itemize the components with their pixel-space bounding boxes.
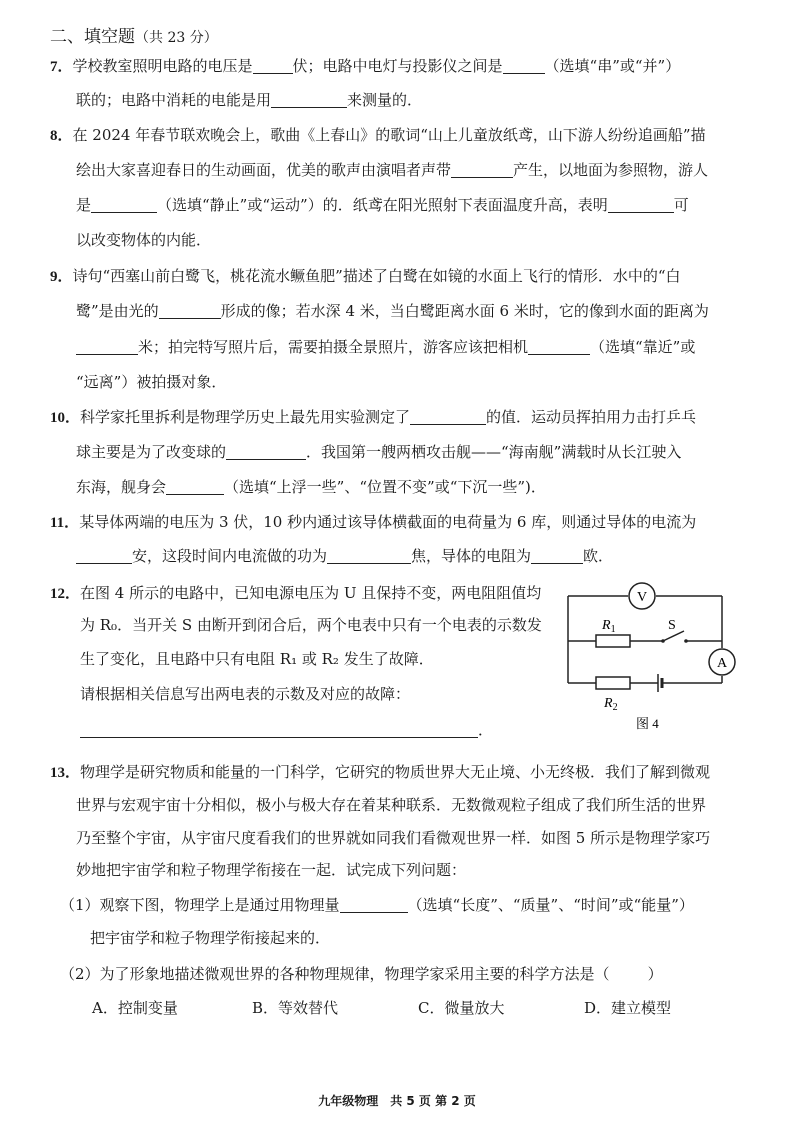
q8-line-1 bbox=[50, 125, 706, 146]
q9-blank-1[interactable] bbox=[159, 302, 221, 319]
q10-text-3b: （选填“上浮一些”、“位置不变”或“下沉一些”)． bbox=[224, 478, 546, 496]
q12-line-3 bbox=[80, 649, 434, 669]
section-points: （共 23 分） bbox=[135, 30, 218, 46]
q12-answer-blank[interactable] bbox=[80, 721, 478, 738]
q13-text-2: 世界与宏观宇宙十分相似，极小与极大存在着某种联系．无数微观粒子组成了我们所生活的世界 bbox=[76, 796, 707, 814]
q12-text-5: ． bbox=[478, 721, 494, 739]
q8-blank-3[interactable] bbox=[608, 196, 674, 213]
q7-text-2b: 来测量的． bbox=[347, 91, 423, 109]
q10-text-2b: ．我国第一艘两栖攻击舰——“海南舰”满载时从长江驶入 bbox=[306, 443, 682, 461]
q10-number: 10． bbox=[50, 410, 81, 426]
q13-part1-text-c: 把宇宙学和粒子物理学衔接起来的． bbox=[90, 929, 331, 947]
q9-number: 9． bbox=[50, 269, 73, 285]
q9-text-2b: 形成的像；若水深 4 米，当白鹭距离水面 6 米时，它的像到水面的距离为 bbox=[220, 302, 709, 320]
q12-text-4: 请根据相关信息写出两电表的示数及对应的故障： bbox=[80, 685, 411, 703]
r1-label: $R_1$ bbox=[602, 618, 616, 635]
q12-line-2 bbox=[80, 615, 542, 635]
ammeter-label: A bbox=[716, 656, 728, 671]
option-b[interactable]: B．等效替代 bbox=[252, 999, 339, 1017]
q7-blank-3[interactable] bbox=[271, 91, 347, 108]
q11-text-2c: 欧． bbox=[583, 547, 614, 565]
q13-line-2 bbox=[76, 795, 706, 815]
q8-line-2 bbox=[76, 160, 708, 180]
q13-number: 13． bbox=[50, 765, 81, 781]
q13-part1-line-2 bbox=[90, 928, 330, 948]
q9-text-4: “远离”）被拍摄对象． bbox=[76, 373, 227, 391]
q13-line-1 bbox=[50, 762, 710, 783]
q12-number: 12． bbox=[50, 586, 81, 602]
q7-line-2 bbox=[76, 90, 422, 110]
option-c[interactable]: C．微量放大 bbox=[418, 999, 505, 1017]
q9-line-4 bbox=[76, 372, 226, 392]
q10-text-1b: 的值．运动员挥拍用力击打乒乓 bbox=[486, 408, 697, 426]
q13-part2-text-b: ） bbox=[647, 965, 663, 983]
switch-contact-left bbox=[661, 639, 665, 643]
option-a[interactable]: A．控制变量 bbox=[92, 999, 178, 1017]
q9-blank-3[interactable] bbox=[528, 338, 590, 355]
q8-number: 8． bbox=[50, 128, 73, 144]
q13-line-4 bbox=[76, 860, 466, 880]
switch-contact-right bbox=[684, 639, 688, 643]
q13-part1-text-b: （选填“长度”、“质量”、“时间”或“能量”） bbox=[407, 896, 694, 914]
q8-text-3c: 可 bbox=[673, 196, 689, 214]
q13-part1-blank[interactable] bbox=[340, 896, 408, 913]
q13-line-3 bbox=[76, 828, 710, 848]
q8-blank-1[interactable] bbox=[451, 161, 513, 178]
q8-line-4 bbox=[76, 230, 211, 250]
q9-text-1: 诗句“西塞山前白鹭飞，桃花流水鳜鱼肥”描述了白鹭在如镜的水面上飞行的情形．水中的“白 bbox=[72, 267, 681, 285]
q11-text-2a: 安，这段时间内电流做的功为 bbox=[132, 547, 328, 565]
section-title: 二、填空题 bbox=[50, 27, 135, 47]
q10-text-2a: 球主要是为了改变球的 bbox=[76, 443, 227, 461]
q10-line-2 bbox=[76, 442, 681, 462]
q8-text-3b: （选填“静止”或“运动”）的．纸鸢在阳光照射下表面温度升高，表明 bbox=[157, 196, 608, 214]
q9-blank-2[interactable] bbox=[76, 338, 138, 355]
q8-text-4: 以改变物体的内能． bbox=[76, 231, 212, 249]
q12-line-4 bbox=[80, 684, 410, 704]
q11-text-2b: 焦，导体的电阻为 bbox=[411, 547, 532, 565]
q10-blank-1[interactable] bbox=[410, 408, 486, 425]
q12-text-1: 在图 4 所示的电路中，已知电源电压为 U 且保持不变，两电阻阻值均 bbox=[80, 584, 542, 602]
q9-text-3b: （选填“靠近”或 bbox=[590, 338, 696, 356]
q9-text-3a: 米；拍完特写照片后，需要拍摄全景照片，游客应该把相机 bbox=[138, 338, 529, 356]
switch-label: S bbox=[668, 618, 676, 633]
circuit-diagram-figure-4 bbox=[560, 580, 740, 735]
q8-blank-2[interactable] bbox=[91, 196, 157, 213]
voltmeter-label: V bbox=[636, 590, 648, 605]
q13-text-4: 妙地把宇宙学和粒子物理学衔接在一起．试完成下列问题： bbox=[76, 861, 467, 879]
q7-blank-1[interactable] bbox=[253, 57, 293, 74]
q10-blank-2[interactable] bbox=[226, 443, 306, 460]
page-footer: 九年级物理 共 5 页 第 2 页 bbox=[318, 1094, 476, 1108]
q11-blank-3[interactable] bbox=[531, 547, 583, 564]
q11-number: 11． bbox=[50, 515, 80, 531]
q11-line-2 bbox=[76, 546, 613, 566]
q9-line-3 bbox=[76, 337, 695, 357]
q10-text-3a: 东海，舰身会 bbox=[76, 478, 167, 496]
q11-blank-1[interactable] bbox=[76, 547, 132, 564]
q7-line-1 bbox=[50, 56, 680, 77]
q8-text-2b: 产生，以地面为参照物，游人 bbox=[513, 161, 709, 179]
q13-text-1: 物理学是研究物质和能量的一门科学，它研究的物质世界大无止境、小无终极．我们了解到微观 bbox=[80, 763, 711, 781]
q10-text-1a: 科学家托里拆利是物理学历史上最先用实验测定了 bbox=[80, 408, 411, 426]
q13-part2-text-a: （2）为了形象地描述微观世界的各种物理规律，物理学家采用主要的科学方法是（ bbox=[60, 965, 610, 983]
q9-line-1 bbox=[50, 266, 681, 287]
figure-4-caption: 图 4 bbox=[636, 716, 659, 731]
q13-part1-text-a: （1）观察下图，物理学上是通过用物理量 bbox=[60, 896, 340, 914]
q7-text-1b: 伏；电路中电灯与投影仪之间是 bbox=[292, 57, 503, 75]
q10-line-1 bbox=[50, 407, 696, 428]
q7-number: 7． bbox=[50, 59, 73, 75]
option-d[interactable]: D．建立模型 bbox=[584, 999, 672, 1017]
q10-line-3 bbox=[76, 477, 546, 497]
q10-blank-3[interactable] bbox=[166, 478, 224, 495]
q7-text-1a: 学校教室照明电路的电压是 bbox=[72, 57, 253, 75]
r2-label: $R_2$ bbox=[604, 696, 618, 713]
q9-line-2 bbox=[76, 301, 709, 321]
q8-text-1: 在 2024 年春节联欢晚会上，歌曲《上春山》的歌词“山上儿童放纸鸢，山下游人纷纷追画船”描 bbox=[72, 126, 706, 144]
q8-text-2a: 绘出大家喜迎春日的生动画面，优美的歌声由演唱者声带 bbox=[76, 161, 452, 179]
q13-part2-line bbox=[60, 964, 663, 984]
q7-text-1c: （选填“串”或“并”） bbox=[544, 57, 681, 75]
q9-text-2a: 鹭”是由光的 bbox=[76, 302, 159, 320]
q11-line-1 bbox=[50, 512, 696, 533]
q7-text-2a: 联的；电路中消耗的电能是用 bbox=[76, 91, 272, 109]
q12-line-5 bbox=[80, 720, 493, 740]
q11-blank-2[interactable] bbox=[327, 547, 411, 564]
q13-part1-line-1 bbox=[60, 895, 694, 915]
q12-text-2: 为 R₀．当开关 S 由断开到闭合后，两个电表中只有一个电表的示数发 bbox=[80, 616, 542, 634]
q8-line-3 bbox=[76, 195, 689, 215]
q11-text-1: 某导体两端的电压为 3 伏，10 秒内通过该导体横截面的电荷量为 6 库，则通过导体的电流为 bbox=[79, 513, 697, 531]
q13-text-3: 乃至整个宇宙，从宇宙尺度看我们的世界就如同我们看微观世界一样．如图 5 所示是物理学家巧 bbox=[76, 829, 711, 847]
section-heading bbox=[50, 22, 218, 47]
q8-text-3a: 是 bbox=[76, 196, 92, 214]
q7-blank-2[interactable] bbox=[503, 57, 545, 74]
q12-text-3: 生了变化，且电路中只有电阻 R₁ 或 R₂ 发生了故障． bbox=[80, 650, 434, 668]
q12-line-1 bbox=[50, 583, 541, 604]
